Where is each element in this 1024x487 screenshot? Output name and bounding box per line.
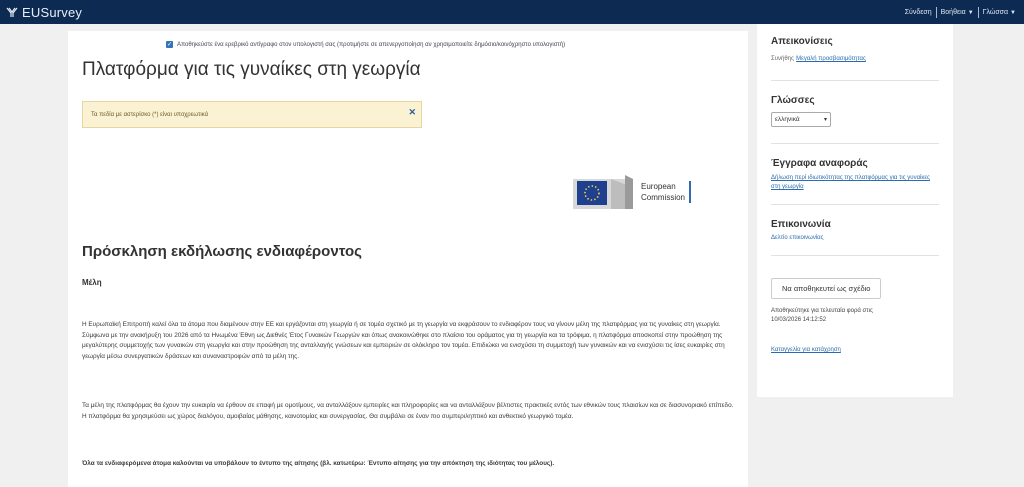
contact-form-link[interactable]: Δελτίο επικοινωνίας xyxy=(771,235,824,241)
save-as-draft-button[interactable]: Να αποθηκευτεί ως σχέδιο xyxy=(771,278,881,299)
intro-paragraph: Η Ευρωπαϊκή Επιτροπή καλεί όλα τα άτομα που διαμένουν στην ΕΕ και εργάζονται στη γεωργία ή σε τομέα σχετικό με τη γεωργία να εκφράσουν το ενδιαφέρον τους να γίνουν μέλη της πλατφόρμας για τις γυναίκες στη γεωργία. Σύμφωνα με την ανακήρυξη του 2026 από τα Ηνωμένα Έθνη ως Διεθνές Έτος Γυναικών Γεωργών και όπως ανακοινώθηκε στο πλαίσιο του οράματος για τη γεωργία και τα τρόφιμα, η πλατφόρμα αποσκοπεί στην προώθηση της μεγαλύτερης συμμετοχής των γυναικών στη γεωργία και στην προώθηση της ανταλλαγής γνώσεων και εμπειριών σε ολόκληρο τον τομέα. Επιδιώκει να ενισχύσει τη συμμετοχή των γυναικών και να ενισχύσει τις ίσες ευκαιρίες στη γεωργία μέσω συνεργατικών δράσεων και συναναστροφών από τα μέλη της. xyxy=(82,321,725,360)
last-saved-label: Αποθηκεύτηκε για τελευταία φορά στις xyxy=(771,308,873,314)
accessibility-mode-link[interactable]: Μεγαλή προσβασιμότητας xyxy=(796,56,866,62)
members-heading: Μέλη xyxy=(82,278,102,287)
ec-logo-line1: European xyxy=(641,182,676,191)
section-title: Πρόσκληση εκδήλωσης ενδιαφέροντος xyxy=(82,243,362,260)
eusurvey-logo-icon xyxy=(6,6,18,18)
top-nav xyxy=(905,7,1024,18)
eu-flag-icon xyxy=(573,171,635,213)
save-copy-checkbox[interactable]: ✓ xyxy=(166,41,173,48)
save-local-copy-option[interactable] xyxy=(166,41,565,48)
european-commission-logo xyxy=(573,171,718,213)
last-saved-info xyxy=(771,307,939,325)
page-title: Πλατφόρμα για τις γυναίκες στη γεωργία xyxy=(82,59,421,80)
call-to-action-paragraph: Όλα τα ενδιαφερόμενα άτομα καλούνται να υποβάλουν το έντυπο της αίτησης (βλ. κατωτέρω: Έντυπο αίτησης για την απόκτηση της ιδιότητας του μέλους). xyxy=(82,460,555,467)
chevron-down-icon: ▼ xyxy=(967,9,974,16)
brand[interactable] xyxy=(0,5,82,20)
views-section xyxy=(771,36,939,81)
language-select[interactable] xyxy=(771,112,831,127)
save-copy-label: Αποθηκεύστε ένα ερεβρικό αντίγραφο στον υπολογιστή σας (προτιμήστε σε απενεργοποίηση αν χρησιμοποιείτε δημόσιο/κοινόχρηστο υπολογιστή) xyxy=(177,41,566,48)
chevron-down-icon: ▾ xyxy=(823,117,827,123)
sidebar xyxy=(757,24,953,397)
help-menu[interactable] xyxy=(941,9,974,16)
contact-section xyxy=(771,205,939,256)
ec-logo-line2: Commission xyxy=(641,193,686,202)
draft-section xyxy=(771,256,939,353)
alert-text: Τα πεδία με αστερίσκο (*) είναι υποχρεωτικά xyxy=(91,111,209,118)
benefits-paragraph: Τα μέλη της πλατφόρμας θα έχουν την ευκαιρία να έρθουν σε επαφή με ομοτίμους, να ανταλλάξουν εμπειρίες και πληροφορίες και να ανταλλάξουν βέλτιστες πρακτικές εντός των εθνικών τους πλαισίων και σε διασυνοριακό επίπεδο. Η πλατφόρμα θα χρησιμεύσει ως χώρος διαλόγου, αμοιβαίας μάθησης, καινοτομίας και συνεργασίας. Θα συμβάλει σε έναν πιο συμπεριληπτικό και ανθεκτικό γεωργικό τομέα. xyxy=(82,402,734,420)
reference-docs-section xyxy=(771,144,939,205)
login-link[interactable]: Σύνδεση xyxy=(904,8,932,16)
top-navigation-bar xyxy=(0,0,1024,24)
ec-logo-text xyxy=(641,181,691,203)
reference-docs-heading: Έγγραφα αναφοράς xyxy=(771,158,868,169)
survey-content xyxy=(68,31,748,487)
last-saved-time: 10/03/2026 14:12:52 xyxy=(771,317,827,323)
nav-divider xyxy=(978,7,979,18)
language-select-value: ελληνικά xyxy=(775,116,800,123)
views-standard-label: Συνήθης xyxy=(771,56,794,62)
views-options xyxy=(771,53,939,62)
languages-section xyxy=(771,81,939,144)
chevron-down-icon: ▼ xyxy=(1010,9,1016,16)
close-icon[interactable]: ✕ xyxy=(408,107,416,117)
views-heading: Απεικονίσεις xyxy=(771,36,833,47)
brand-name: EUSurvey xyxy=(22,4,83,20)
language-menu[interactable] xyxy=(983,9,1016,16)
nav-divider xyxy=(936,7,937,18)
contact-heading: Επικοινωνία xyxy=(771,219,831,230)
languages-heading: Γλώσσες xyxy=(771,95,815,106)
report-abuse-link[interactable]: Καταγγελία για κατάχρηση xyxy=(771,347,841,353)
privacy-statement-link[interactable]: Δήλωση περί ιδιωτικότητας της πλατφόρμας για τις γυναίκες στη γεωργία xyxy=(771,175,930,190)
help-label: Βοήθεια xyxy=(940,8,966,16)
language-label: Γλώσσα xyxy=(982,8,1009,16)
required-fields-alert xyxy=(82,101,422,128)
